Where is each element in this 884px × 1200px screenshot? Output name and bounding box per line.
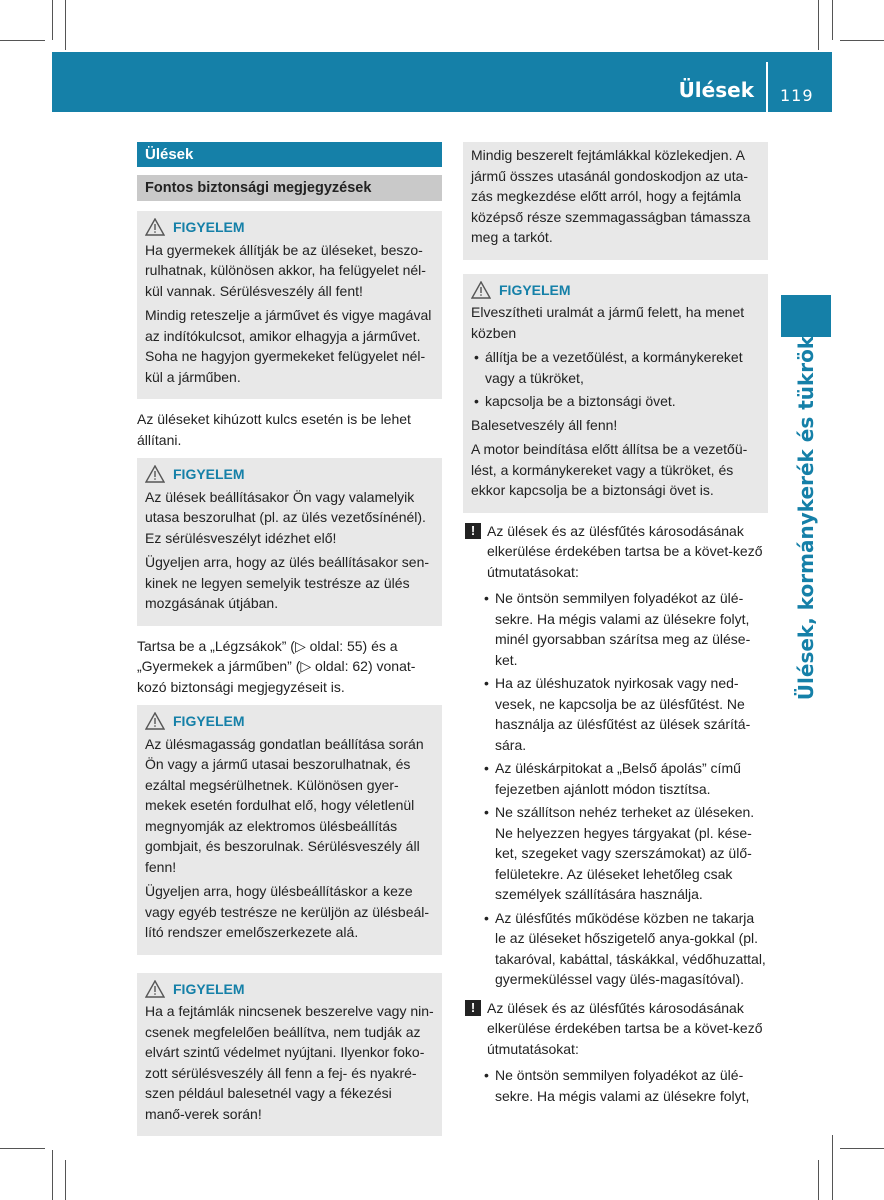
crop-mark xyxy=(52,0,53,40)
page-header-title: Ülések xyxy=(678,78,754,102)
warning-label: FIGYELEM xyxy=(173,466,245,482)
crop-mark xyxy=(0,1148,45,1149)
left-column xyxy=(137,142,442,1136)
warning-triangle-icon xyxy=(145,712,165,730)
warning-box xyxy=(137,458,442,626)
crop-mark xyxy=(65,1160,66,1200)
warning-label: FIGYELEM xyxy=(173,713,245,729)
warning-label: FIGYELEM xyxy=(173,219,245,235)
warning-triangle-icon xyxy=(145,218,165,236)
crop-mark xyxy=(0,40,45,41)
crop-mark xyxy=(832,1135,833,1200)
list-item: • kapcsolja be a biztonsági övet. xyxy=(471,391,760,412)
warning-title xyxy=(145,711,434,732)
body-paragraph: Tartsa be a „Légzsákok” (▷ oldal: 55) és a „Gyermekek a járműben” (▷ oldal: 62) vonat-kozó biztonsági megjegyzéseit is. xyxy=(137,637,416,695)
warning-box xyxy=(137,705,442,955)
notice-list xyxy=(463,1065,768,1106)
warning-triangle-icon xyxy=(145,465,165,483)
notice-text: Az ülések és az ülésfűtés károsodásának elkerülése érdekében tartsa be a követ-kező útmutatásokat: xyxy=(487,522,763,580)
notice-list xyxy=(463,588,768,990)
header-divider xyxy=(766,62,768,112)
warning-text: Az ülésmagasság gondatlan beállítása során Ön vagy a jármű utasai beszorulhatnak, és ezáltal megsérülhetnek. Különösen gyer-mekek esetén fordulhat elő, hogy véletlenül megnyomják az elektromos ülésbeállítás gombjait, és beszorulnak. Sérülésveszély áll fenn! xyxy=(145,735,424,875)
crop-mark xyxy=(832,0,833,40)
warning-text: Ha gyermekek állítják be az üléseket, beszo-rulhatnak, különösen akkor, ha felügyelet nél-kül vannak. Sérülésveszély áll fent! xyxy=(145,241,426,299)
warning-triangle-icon xyxy=(471,281,491,299)
page-number: 119 xyxy=(780,86,814,105)
warning-text: Az ülések beállításakor Ön vagy valamelyik utasa beszorulhat (pl. az ülés vezetősínénél). Ez sérülésveszélyt idézhet elő! xyxy=(145,488,426,546)
list-item: • Ne öntsön semmilyen folyadékot az ülé-sekre. Ha mégis valami az ülésekre folyt, xyxy=(481,1065,768,1106)
notice-text: Az ülések és az ülésfűtés károsodásának elkerülése érdekében tartsa be a követ-kező útmutatásokat: xyxy=(487,999,763,1057)
list-item: • Ne szállítson nehéz terheket az üléseken. Ne helyezzen hegyes tárgyakat (pl. kése-ket, szegeket vagy szerszámokat) az ülő-felületekre. Az üléseket lehetőleg csak személyek szállítására használja. xyxy=(481,802,768,905)
warning-box-continued xyxy=(463,142,768,260)
crop-mark xyxy=(52,1150,53,1200)
section-title: Ülések xyxy=(137,142,442,167)
warning-text: Ha a fejtámlák nincsenek beszerelve vagy nin-csenek megfelelően beállítva, nem tudják az elvárt szintű védelmet nyújtani. Ilyenkor foko-zott sérülésveszély áll fenn a fej- és nyakré-szen például balesetnél vagy a fékezési manő-verek során! xyxy=(145,1003,434,1122)
list-item: • Az ülésfűtés működése közben ne takarja le az üléseket hőszigetelő anya-gokkal (pl. takaróval, kabáttal, táskákkal, védőhuzattal, gyermeküléssel vagy ülés-magasítóval). xyxy=(481,908,768,990)
warning-title xyxy=(145,464,434,485)
crop-mark xyxy=(840,40,884,41)
warning-text: A motor beindítása előtt állítsa be a vezetőü-lést, a kormánykereket vagy a tükröket, és ekkor kapcsolja be a biztonsági övet is. xyxy=(471,441,748,498)
warning-title xyxy=(145,979,434,1000)
warning-label: FIGYELEM xyxy=(499,281,571,298)
warning-text: Balesetveszély áll fenn! xyxy=(471,416,618,433)
notice-block xyxy=(463,998,768,1060)
list-item: • Az üléskárpitokat a „Belső ápolás” című fejezetben ajánlott módon tisztítsa. xyxy=(481,758,768,799)
exclamation-icon: ! xyxy=(465,523,481,539)
exclamation-icon: ! xyxy=(465,1000,481,1016)
list-item: • állítja be a vezetőülést, a kormánykereket vagy a tükröket, xyxy=(471,347,760,388)
list-item: • Ha az üléshuzatok nyirkosak vagy ned-vesek, ne kapcsolja be az ülésfűtést. Ne használja az ülésfűtést az ülések szárítá-sára. xyxy=(481,673,768,755)
warning-label: FIGYELEM xyxy=(173,980,245,997)
crop-mark xyxy=(818,1160,819,1200)
crop-mark xyxy=(818,0,819,50)
warning-text: Mindig beszerelt fejtámlákkal közlekedjen. A jármű összes utasánál gondoskodjon az uta-zás megkezdése előtt arról, hogy a fejtámla középső része szemmagasságban támassza meg a tarkót. xyxy=(471,147,751,245)
chapter-tab-marker xyxy=(781,295,831,337)
notice-block xyxy=(463,521,768,583)
subsection-title: Fontos biztonsági megjegyzések xyxy=(137,175,442,201)
warning-triangle-icon xyxy=(145,980,165,998)
warning-text: Elveszítheti uralmát a jármű felett, ha menet közben xyxy=(471,304,745,341)
list-item: • Ne öntsön semmilyen folyadékot az ülé-sekre. Ha mégis valami az ülésekre folyt, minél gyorsabban szárítsa meg az ülése-ket. xyxy=(481,588,768,670)
warning-text: Ügyeljen arra, hogy az ülés beállításakor sen-kinek ne legyen semelyik testrésze az ülés mozgásának útjában. xyxy=(145,554,430,611)
warning-text: Mindig reteszelje a járművet és vigye magával az indítókulcsot, amikor elhagyja a járművet. Soha ne hagyjon gyermekeket felügyelet nél-kül a járműben. xyxy=(145,307,432,385)
crop-mark xyxy=(65,0,66,50)
warning-title xyxy=(471,280,760,301)
warning-box xyxy=(463,274,768,513)
warning-box xyxy=(137,973,442,1137)
body-paragraph: Az üléseket kihúzott kulcs esetén is be lehet állítani. xyxy=(137,411,411,448)
chapter-tab-label: Ülések, kormánykerék és tükrök xyxy=(794,335,818,701)
warning-text: Ügyeljen arra, hogy ülésbeállításkor a keze vagy egyéb testrésze ne kerüljön az ülésbeál-lító rendszer emelőszerkezete alá. xyxy=(145,883,430,940)
crop-mark xyxy=(840,1148,884,1149)
warning-box xyxy=(137,211,442,399)
right-column xyxy=(463,142,768,1109)
warning-title xyxy=(145,217,434,238)
